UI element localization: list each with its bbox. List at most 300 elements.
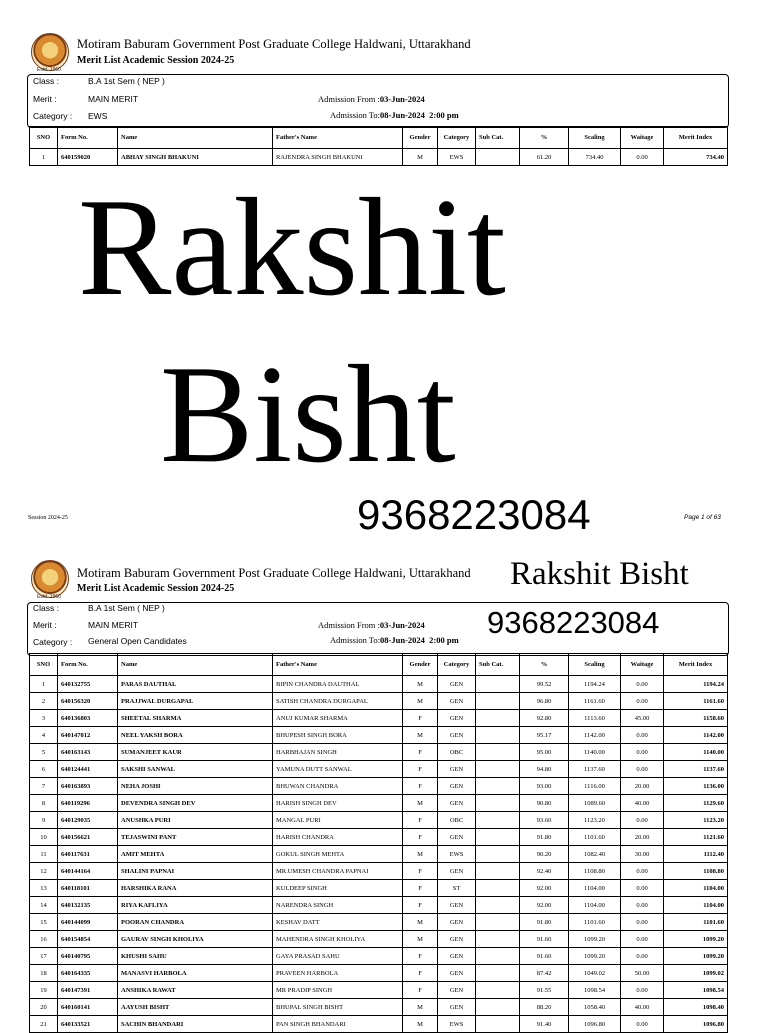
col-gender-header: Gender bbox=[403, 127, 438, 149]
cell-scaling: 1099.20 bbox=[569, 948, 621, 965]
logo-established-text: Estd. 1960 bbox=[37, 67, 61, 73]
cell-father-name: HARISH CHANDRA bbox=[273, 829, 403, 846]
col-merit-index-header: Merit Index bbox=[664, 127, 728, 149]
col-waitage-header: Waitage bbox=[621, 127, 664, 149]
col-form-no-header: Form No. bbox=[58, 127, 118, 149]
cell-father-name: SATISH CHANDRA DURGAPAL bbox=[273, 693, 403, 710]
cell-waitage: 0.00 bbox=[621, 744, 664, 761]
table-header-row bbox=[30, 654, 728, 676]
cell-category: GEN bbox=[438, 693, 476, 710]
overlay-small-phone: 9368223084 bbox=[487, 605, 660, 640]
cell-name: TEJASWINI PANT bbox=[118, 829, 273, 846]
cell-category: ST bbox=[438, 880, 476, 897]
cell-merit-index: 1098.54 bbox=[664, 982, 728, 999]
cell-sno: 14 bbox=[30, 897, 58, 914]
col-name-header: Name bbox=[118, 654, 273, 676]
cell-sub-cat bbox=[476, 897, 520, 914]
cell-category: GEN bbox=[438, 914, 476, 931]
page2-merit-table bbox=[29, 653, 728, 1033]
cell-merit-index: 1096.80 bbox=[664, 1016, 728, 1033]
overlay-big-first-name: Rakshit bbox=[78, 170, 506, 325]
cell-sno: 6 bbox=[30, 761, 58, 778]
cell-sub-cat bbox=[476, 965, 520, 982]
cell-scaling: 1089.60 bbox=[569, 795, 621, 812]
table-row bbox=[30, 727, 728, 744]
cell-gender: F bbox=[403, 948, 438, 965]
admission-from-label: Admission From : bbox=[318, 620, 380, 630]
cell-category: GEN bbox=[438, 931, 476, 948]
table-header-row bbox=[30, 127, 728, 149]
cell-father-name: MANGAL PURI bbox=[273, 812, 403, 829]
cell-sub-cat bbox=[476, 931, 520, 948]
cell-merit-index: 1112.40 bbox=[664, 846, 728, 863]
col-sub-cat-header: Sub Cat. bbox=[476, 127, 520, 149]
cell-waitage: 0.00 bbox=[621, 948, 664, 965]
col-name-header: Name bbox=[118, 127, 273, 149]
table-row bbox=[30, 863, 728, 880]
cell-form-no: 640132755 bbox=[58, 676, 118, 693]
overlay-phone-number: 9368223084 bbox=[357, 491, 591, 538]
cell-father-name: BIPIN CHANDRA DAUTHAL bbox=[273, 676, 403, 693]
cell-category: EWS bbox=[438, 846, 476, 863]
cell-sub-cat bbox=[476, 693, 520, 710]
cell-gender: F bbox=[403, 829, 438, 846]
cell-name: PARAS DAUTHAL bbox=[118, 676, 273, 693]
cell-sno: 4 bbox=[30, 727, 58, 744]
page2-admission-from bbox=[318, 620, 425, 630]
col-waitage-header: Waitage bbox=[621, 654, 664, 676]
col-merit-index-header: Merit Index bbox=[664, 654, 728, 676]
cell-sub-cat bbox=[476, 948, 520, 965]
cell-sno: 13 bbox=[30, 880, 58, 897]
cell-waitage: 0.00 bbox=[621, 931, 664, 948]
table-row bbox=[30, 999, 728, 1016]
college-name: Motiram Baburam Government Post Graduate College Haldwani, Uttarakhand bbox=[77, 566, 471, 580]
cell-percent: 91.80 bbox=[520, 829, 569, 846]
cell-scaling: 1108.80 bbox=[569, 863, 621, 880]
col-category-header: Category bbox=[438, 654, 476, 676]
cell-sno: 18 bbox=[30, 965, 58, 982]
cell-name: KHUSHI SAHU bbox=[118, 948, 273, 965]
table-row bbox=[30, 846, 728, 863]
cell-form-no: 640144099 bbox=[58, 914, 118, 931]
admission-from-date: 03-Jun-2024 bbox=[379, 94, 425, 104]
table-row bbox=[30, 761, 728, 778]
cell-form-no: 640133521 bbox=[58, 1016, 118, 1033]
cell-scaling: 1101.60 bbox=[569, 829, 621, 846]
cell-category: GEN bbox=[438, 965, 476, 982]
table-row bbox=[30, 812, 728, 829]
cell-father-name: ANUJ KUMAR SHARMA bbox=[273, 710, 403, 727]
page2-category-label: Category : bbox=[33, 637, 73, 647]
cell-scaling: 1058.40 bbox=[569, 999, 621, 1016]
cell-gender: F bbox=[403, 897, 438, 914]
cell-form-no: 640124441 bbox=[58, 761, 118, 778]
table-row bbox=[30, 965, 728, 982]
cell-scaling: 1161.60 bbox=[569, 693, 621, 710]
cell-sub-cat bbox=[476, 149, 520, 166]
admission-from-date: 03-Jun-2024 bbox=[379, 620, 425, 630]
cell-name: SAKSHI SANWAL bbox=[118, 761, 273, 778]
cell-form-no: 640164335 bbox=[58, 965, 118, 982]
cell-waitage: 0.00 bbox=[621, 880, 664, 897]
cell-scaling: 1049.02 bbox=[569, 965, 621, 982]
cell-gender: M bbox=[403, 846, 438, 863]
cell-name: POORAN CHANDRA bbox=[118, 914, 273, 931]
cell-gender: M bbox=[403, 149, 438, 166]
cell-name: SUMANJEET KAUR bbox=[118, 744, 273, 761]
cell-form-no: 640118101 bbox=[58, 880, 118, 897]
cell-name: AAYUSH BISHT bbox=[118, 999, 273, 1016]
cell-merit-index: 1104.00 bbox=[664, 897, 728, 914]
college-logo bbox=[31, 33, 69, 71]
col-sno-header: SNO bbox=[30, 127, 58, 149]
table-row bbox=[30, 948, 728, 965]
cell-percent: 93.60 bbox=[520, 812, 569, 829]
cell-merit-index: 1121.60 bbox=[664, 829, 728, 846]
cell-gender: F bbox=[403, 982, 438, 999]
admission-to-date: 08-Jun-2024 bbox=[380, 110, 425, 120]
cell-category: EWS bbox=[438, 149, 476, 166]
cell-name: AMIT MEHTA bbox=[118, 846, 273, 863]
cell-father-name: HARISH SINGH DEV bbox=[273, 795, 403, 812]
cell-scaling: 1104.00 bbox=[569, 880, 621, 897]
cell-sno: 9 bbox=[30, 812, 58, 829]
table-row bbox=[30, 880, 728, 897]
cell-form-no: 640136803 bbox=[58, 710, 118, 727]
cell-merit-index: 1098.40 bbox=[664, 999, 728, 1016]
cell-merit-index: 1194.24 bbox=[664, 676, 728, 693]
cell-merit-index: 734.40 bbox=[664, 149, 728, 166]
session-title: Merit List Academic Session 2024-25 bbox=[77, 583, 235, 594]
cell-form-no: 640119296 bbox=[58, 795, 118, 812]
cell-category: GEN bbox=[438, 761, 476, 778]
cell-sub-cat bbox=[476, 982, 520, 999]
cell-scaling: 1137.60 bbox=[569, 761, 621, 778]
table-row bbox=[30, 744, 728, 761]
cell-form-no: 640144164 bbox=[58, 863, 118, 880]
table-row bbox=[30, 897, 728, 914]
cell-merit-index: 1161.60 bbox=[664, 693, 728, 710]
page1-admission-from bbox=[318, 94, 425, 104]
cell-sub-cat bbox=[476, 778, 520, 795]
col-father-name-header: Father's Name bbox=[273, 127, 403, 149]
cell-name: HARSHIKA RANA bbox=[118, 880, 273, 897]
cell-sno: 3 bbox=[30, 710, 58, 727]
cell-scaling: 1099.20 bbox=[569, 931, 621, 948]
cell-percent: 91.80 bbox=[520, 914, 569, 931]
cell-scaling: 1082.40 bbox=[569, 846, 621, 863]
cell-sub-cat bbox=[476, 744, 520, 761]
cell-sub-cat bbox=[476, 829, 520, 846]
admission-to-label: Admission To: bbox=[330, 635, 381, 645]
cell-scaling: 1194.24 bbox=[569, 676, 621, 693]
cell-gender: M bbox=[403, 693, 438, 710]
col-scaling-header: Scaling bbox=[569, 127, 621, 149]
cell-sub-cat bbox=[476, 761, 520, 778]
cell-gender: M bbox=[403, 999, 438, 1016]
cell-gender: F bbox=[403, 965, 438, 982]
cell-form-no: 640140795 bbox=[58, 948, 118, 965]
cell-percent: 92.80 bbox=[520, 710, 569, 727]
cell-scaling: 1104.00 bbox=[569, 897, 621, 914]
col-gender-header: Gender bbox=[403, 654, 438, 676]
cell-sno: 2 bbox=[30, 693, 58, 710]
cell-name: PRAJJWAL DURGAPAL bbox=[118, 693, 273, 710]
cell-father-name: BHUPESH SINGH BORA bbox=[273, 727, 403, 744]
cell-percent: 91.55 bbox=[520, 982, 569, 999]
cell-percent: 92.40 bbox=[520, 863, 569, 880]
cell-scaling: 1101.60 bbox=[569, 914, 621, 931]
admission-to-date: 08-Jun-2024 bbox=[380, 635, 425, 645]
cell-gender: F bbox=[403, 710, 438, 727]
col-percent-header: % bbox=[520, 654, 569, 676]
cell-waitage: 0.00 bbox=[621, 693, 664, 710]
cell-percent: 91.60 bbox=[520, 948, 569, 965]
cell-percent: 61.20 bbox=[520, 149, 569, 166]
cell-sno: 15 bbox=[30, 914, 58, 931]
cell-waitage: 45.00 bbox=[621, 710, 664, 727]
cell-percent: 95.17 bbox=[520, 727, 569, 744]
cell-father-name: MR.UMESH CHANDRA PAPNAI bbox=[273, 863, 403, 880]
table-row bbox=[30, 795, 728, 812]
cell-waitage: 0.00 bbox=[621, 761, 664, 778]
cell-gender: F bbox=[403, 863, 438, 880]
page1-category-label: Category : bbox=[33, 111, 73, 121]
cell-merit-index: 1140.00 bbox=[664, 744, 728, 761]
cell-percent: 90.80 bbox=[520, 795, 569, 812]
cell-sno: 20 bbox=[30, 999, 58, 1016]
cell-waitage: 40.00 bbox=[621, 795, 664, 812]
cell-name: MANASVI HARBOLA bbox=[118, 965, 273, 982]
cell-percent: 88.20 bbox=[520, 999, 569, 1016]
cell-sno: 1 bbox=[30, 676, 58, 693]
cell-sub-cat bbox=[476, 1016, 520, 1033]
cell-gender: F bbox=[403, 812, 438, 829]
overlay-big-last-name: Bisht bbox=[160, 337, 456, 492]
cell-merit-index: 1099.20 bbox=[664, 931, 728, 948]
cell-name: NEHA JOSHI bbox=[118, 778, 273, 795]
cell-percent: 96.80 bbox=[520, 693, 569, 710]
cell-father-name: MR PRADIP SINGH bbox=[273, 982, 403, 999]
cell-waitage: 0.00 bbox=[621, 812, 664, 829]
col-percent-header: % bbox=[520, 127, 569, 149]
cell-waitage: 30.00 bbox=[621, 846, 664, 863]
table-row bbox=[30, 914, 728, 931]
cell-merit-index: 1123.20 bbox=[664, 812, 728, 829]
cell-waitage: 0.00 bbox=[621, 982, 664, 999]
cell-merit-index: 1099.02 bbox=[664, 965, 728, 982]
cell-name: ANUSHKA PURI bbox=[118, 812, 273, 829]
cell-sno: 16 bbox=[30, 931, 58, 948]
cell-category: GEN bbox=[438, 897, 476, 914]
cell-father-name: KULDEEP SINGH bbox=[273, 880, 403, 897]
cell-category: GEN bbox=[438, 829, 476, 846]
cell-name: GAURAV SINGH KHOLIYA bbox=[118, 931, 273, 948]
page2-merit-value: MAIN MERIT bbox=[88, 620, 139, 630]
cell-merit-index: 1108.80 bbox=[664, 863, 728, 880]
cell-percent: 92.00 bbox=[520, 897, 569, 914]
cell-category: GEN bbox=[438, 999, 476, 1016]
table-row bbox=[30, 982, 728, 999]
overlay-small-name: Rakshit Bisht bbox=[510, 556, 689, 592]
cell-sno: 21 bbox=[30, 1016, 58, 1033]
cell-gender: F bbox=[403, 744, 438, 761]
cell-gender: F bbox=[403, 880, 438, 897]
cell-merit-index: 1101.60 bbox=[664, 914, 728, 931]
cell-sub-cat bbox=[476, 727, 520, 744]
page1-merit-value: MAIN MERIT bbox=[88, 94, 139, 104]
cell-form-no: 640156621 bbox=[58, 829, 118, 846]
col-category-header: Category bbox=[438, 127, 476, 149]
college-name: Motiram Baburam Government Post Graduate College Haldwani, Uttarakhand bbox=[77, 37, 471, 51]
cell-father-name: PAN SINGH BHANDARI bbox=[273, 1016, 403, 1033]
admission-to-time: 2:00 pm bbox=[429, 110, 459, 120]
cell-form-no: 640129035 bbox=[58, 812, 118, 829]
cell-father-name: RAJENDRA SINGH BHAKUNI bbox=[273, 149, 403, 166]
col-form-no-header: Form No. bbox=[58, 654, 118, 676]
cell-category: OBC bbox=[438, 812, 476, 829]
cell-merit-index: 1104.00 bbox=[664, 880, 728, 897]
page1-category-value: EWS bbox=[88, 111, 108, 121]
page1-merit-label: Merit : bbox=[33, 94, 57, 104]
cell-percent: 99.52 bbox=[520, 676, 569, 693]
cell-category: GEN bbox=[438, 727, 476, 744]
cell-father-name: HARBHAJAN SINGH bbox=[273, 744, 403, 761]
cell-sno: 11 bbox=[30, 846, 58, 863]
cell-sno: 17 bbox=[30, 948, 58, 965]
table-row bbox=[30, 149, 728, 166]
cell-category: OBC bbox=[438, 744, 476, 761]
table-row bbox=[30, 676, 728, 693]
cell-form-no: 640156320 bbox=[58, 693, 118, 710]
cell-gender: M bbox=[403, 676, 438, 693]
col-sub-cat-header: Sub Cat. bbox=[476, 654, 520, 676]
admission-from-label: Admission From : bbox=[318, 94, 380, 104]
cell-percent: 93.00 bbox=[520, 778, 569, 795]
cell-merit-index: 1137.60 bbox=[664, 761, 728, 778]
cell-category: GEN bbox=[438, 676, 476, 693]
table-row bbox=[30, 778, 728, 795]
cell-form-no: 640117631 bbox=[58, 846, 118, 863]
admission-to-time: 2:00 pm bbox=[429, 635, 459, 645]
cell-name: RIYA KAFLIYA bbox=[118, 897, 273, 914]
cell-waitage: 0.00 bbox=[621, 727, 664, 744]
cell-sno: 1 bbox=[30, 149, 58, 166]
cell-father-name: MAHENDRA SINGH KHOLIYA bbox=[273, 931, 403, 948]
cell-waitage: 0.00 bbox=[621, 863, 664, 880]
cell-father-name: YAMUNA DUTT SANWAL bbox=[273, 761, 403, 778]
page2-class-label: Class : bbox=[33, 603, 59, 613]
cell-sub-cat bbox=[476, 880, 520, 897]
cell-father-name: PRAVEEN HARBOLA bbox=[273, 965, 403, 982]
page1-admission-to bbox=[330, 110, 459, 120]
cell-sno: 19 bbox=[30, 982, 58, 999]
cell-form-no: 640163893 bbox=[58, 778, 118, 795]
cell-father-name: BHUPAL SINGH BISHT bbox=[273, 999, 403, 1016]
cell-form-no: 640147391 bbox=[58, 982, 118, 999]
cell-form-no: 640154854 bbox=[58, 931, 118, 948]
cell-waitage: 40.00 bbox=[621, 999, 664, 1016]
cell-percent: 95.00 bbox=[520, 744, 569, 761]
cell-sub-cat bbox=[476, 676, 520, 693]
cell-gender: M bbox=[403, 1016, 438, 1033]
cell-name: ANSHIKA RAWAT bbox=[118, 982, 273, 999]
cell-sno: 10 bbox=[30, 829, 58, 846]
page2-class-value: B.A 1st Sem ( NEP ) bbox=[88, 603, 165, 613]
cell-sub-cat bbox=[476, 846, 520, 863]
col-scaling-header: Scaling bbox=[569, 654, 621, 676]
page1-class-label: Class : bbox=[33, 76, 59, 86]
cell-sno: 5 bbox=[30, 744, 58, 761]
cell-form-no: 640159020 bbox=[58, 149, 118, 166]
cell-percent: 90.20 bbox=[520, 846, 569, 863]
cell-form-no: 640160141 bbox=[58, 999, 118, 1016]
cell-gender: M bbox=[403, 914, 438, 931]
page2-admission-to bbox=[330, 635, 459, 645]
cell-waitage: 20.00 bbox=[621, 778, 664, 795]
cell-sno: 12 bbox=[30, 863, 58, 880]
page2-category-value: General Open Candidates bbox=[88, 636, 187, 646]
cell-category: GEN bbox=[438, 710, 476, 727]
cell-name: SHALINI PAPNAI bbox=[118, 863, 273, 880]
cell-name: DEVENDRA SINGH DEV bbox=[118, 795, 273, 812]
college-logo bbox=[31, 560, 69, 598]
cell-form-no: 640132135 bbox=[58, 897, 118, 914]
cell-gender: M bbox=[403, 931, 438, 948]
cell-name: ABHAY SINGH BHAKUNI bbox=[118, 149, 273, 166]
table-row bbox=[30, 931, 728, 948]
cell-father-name: GOKUL SINGH MEHTA bbox=[273, 846, 403, 863]
cell-sub-cat bbox=[476, 795, 520, 812]
cell-waitage: 0.00 bbox=[621, 149, 664, 166]
cell-percent: 91.40 bbox=[520, 1016, 569, 1033]
page1-footer-session: Session 2024-25 bbox=[28, 515, 68, 521]
cell-merit-index: 1142.00 bbox=[664, 727, 728, 744]
cell-category: GEN bbox=[438, 863, 476, 880]
cell-sno: 7 bbox=[30, 778, 58, 795]
cell-father-name: GAYA PRASAD SAHU bbox=[273, 948, 403, 965]
admission-to-label: Admission To: bbox=[330, 110, 381, 120]
cell-sno: 8 bbox=[30, 795, 58, 812]
cell-waitage: 0.00 bbox=[621, 914, 664, 931]
cell-scaling: 1096.80 bbox=[569, 1016, 621, 1033]
cell-form-no: 640163143 bbox=[58, 744, 118, 761]
cell-sub-cat bbox=[476, 914, 520, 931]
cell-category: GEN bbox=[438, 982, 476, 999]
cell-merit-index: 1136.00 bbox=[664, 778, 728, 795]
cell-sub-cat bbox=[476, 863, 520, 880]
table-row bbox=[30, 1016, 728, 1033]
cell-category: GEN bbox=[438, 778, 476, 795]
cell-waitage: 0.00 bbox=[621, 897, 664, 914]
cell-scaling: 1098.54 bbox=[569, 982, 621, 999]
cell-scaling: 1140.00 bbox=[569, 744, 621, 761]
cell-name: SHEETAL SHARMA bbox=[118, 710, 273, 727]
cell-form-no: 640147012 bbox=[58, 727, 118, 744]
cell-father-name: KESHAV DATT bbox=[273, 914, 403, 931]
cell-name: SACHIN BHANDARI bbox=[118, 1016, 273, 1033]
cell-waitage: 0.00 bbox=[621, 1016, 664, 1033]
cell-gender: F bbox=[403, 778, 438, 795]
page1-merit-table bbox=[29, 126, 728, 166]
cell-scaling: 1116.00 bbox=[569, 778, 621, 795]
cell-waitage: 20.00 bbox=[621, 829, 664, 846]
cell-name: NEEL YAKSH BORA bbox=[118, 727, 273, 744]
logo-established-text: Estd. 1960 bbox=[37, 594, 61, 600]
table-row bbox=[30, 710, 728, 727]
session-title: Merit List Academic Session 2024-25 bbox=[77, 55, 235, 66]
